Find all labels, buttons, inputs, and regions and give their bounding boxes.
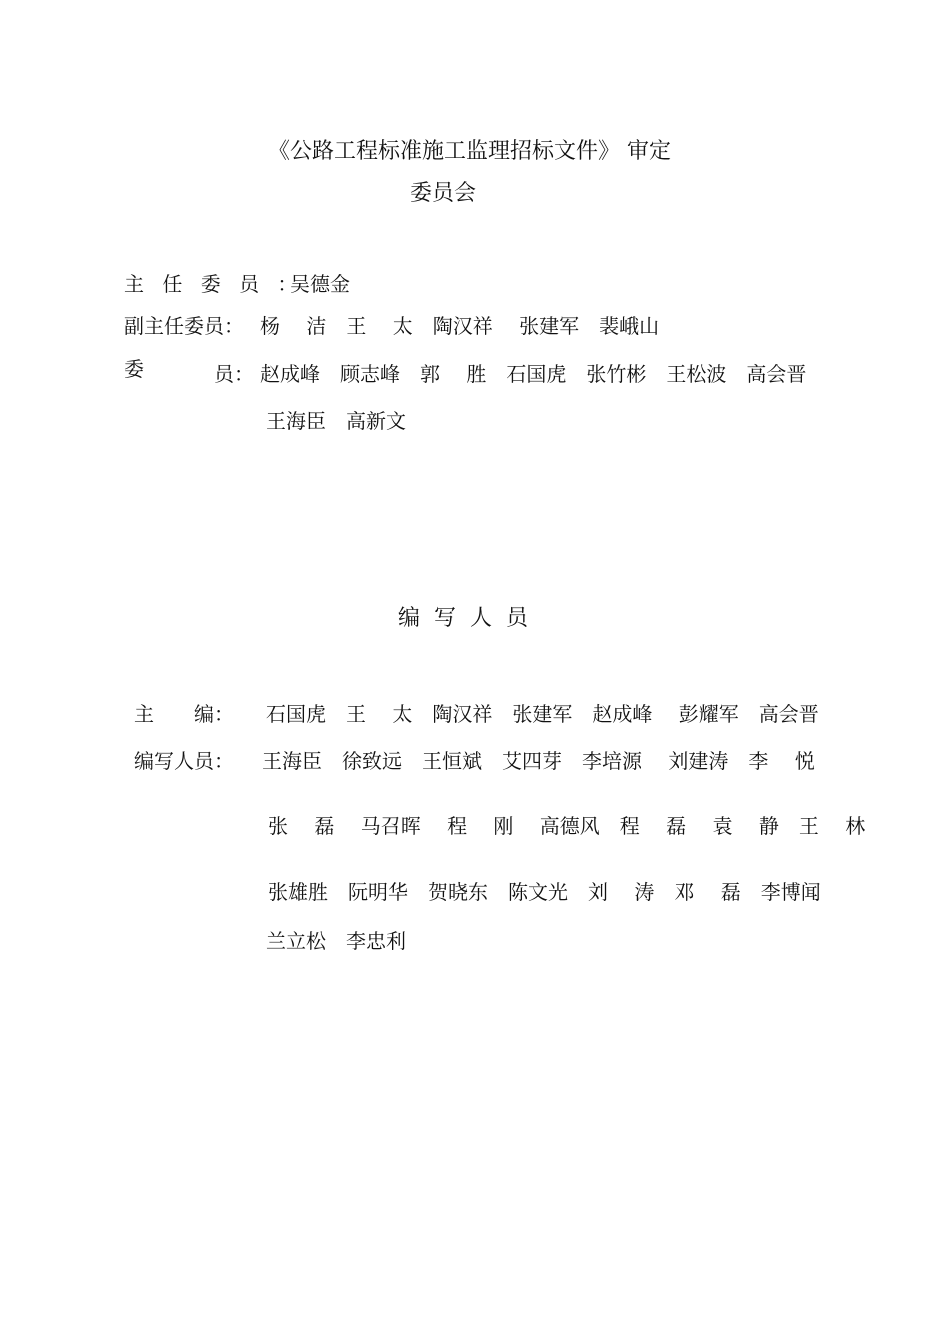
chair-value: 吴德金 xyxy=(290,272,350,296)
members-label-part1: 委 xyxy=(124,357,144,381)
writers-line4: 兰立松 李忠利 xyxy=(266,929,406,953)
vice-chair-value: 杨 洁 王 太 陶汉祥 张建军 裴峨山 xyxy=(260,314,660,338)
committee-title-line1: 《公路工程标准施工监理招标文件》 审定 xyxy=(268,139,671,164)
members-line1: 赵成峰 顾志峰 郭 胜 石国虎 张竹彬 王松波 高会晋 xyxy=(260,362,807,386)
writers-title: 编写人员 xyxy=(398,606,543,631)
committee-title-line2: 委员会 xyxy=(410,181,477,206)
chief-editor-value: 石国虎 王 太 陶汉祥 张建军 赵成峰 彭耀军 高会晋 xyxy=(266,702,819,726)
chief-editor-label: 主 编： xyxy=(134,702,234,726)
members-label-part2: 员： xyxy=(214,362,254,386)
writers-label: 编写人员： xyxy=(134,749,234,773)
writers-line1: 王海臣 徐致远 王恒斌 艾四芽 李培源 刘建涛 李 悦 xyxy=(262,749,815,773)
writers-line3: 张雄胜 阮明华 贺晓东 陈文光 刘 涛 邓 磊 李博闻 xyxy=(268,880,821,904)
vice-chair-label: 副主任委员： xyxy=(124,314,244,338)
chair-label: 主 任 委 员 ： xyxy=(124,272,304,296)
members-line2: 王海臣 高新文 xyxy=(266,409,406,433)
writers-line2: 张 磊 马召晖 程 刚 高德风 程 磊 袁 静 王 林 xyxy=(268,814,866,838)
